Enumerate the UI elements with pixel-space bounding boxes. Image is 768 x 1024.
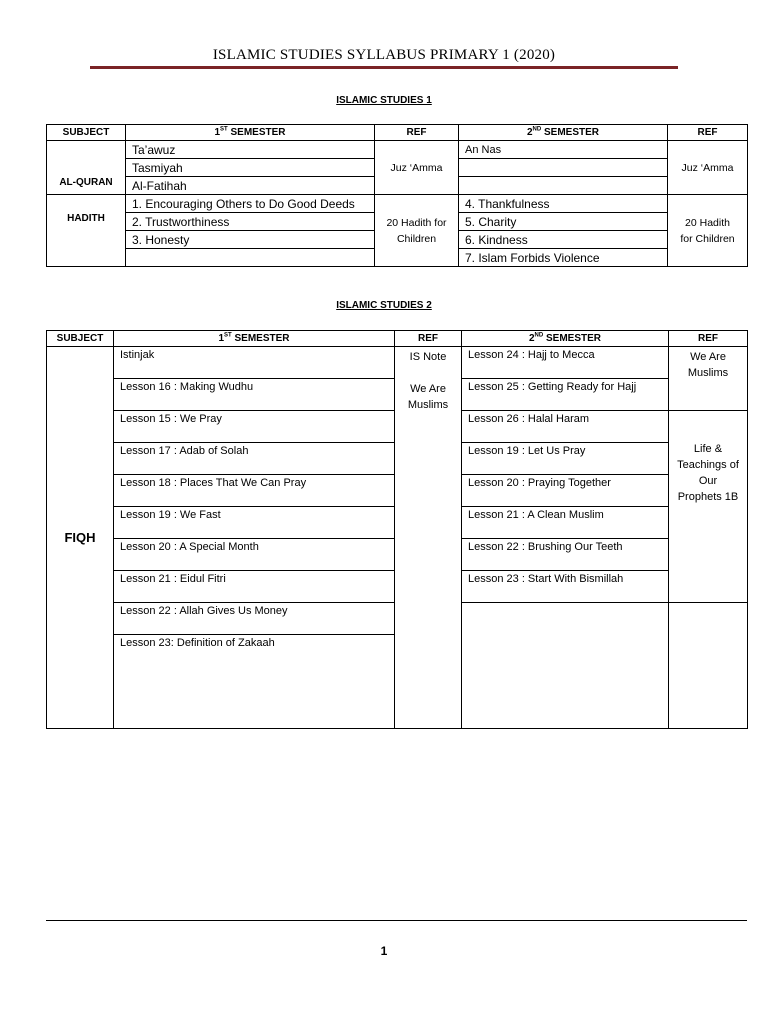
header-sem2: 2ND SEMESTER (459, 125, 668, 141)
table-row (47, 141, 748, 159)
table-cell: 6. Kindness (459, 231, 668, 249)
table-cell: Lesson 22 : Brushing Our Teeth (462, 539, 669, 571)
table-cell: Lesson 25 : Getting Ready for Hajj (462, 379, 669, 411)
ref-cell: Life & Teachings of Our Prophets 1B (669, 411, 748, 603)
subject-fiqh: FIQH (47, 347, 114, 729)
table-islamic-studies-2 (46, 330, 748, 729)
header-ref: REF (668, 125, 748, 141)
table-cell: Lesson 21 : A Clean Muslim (462, 507, 669, 539)
table-cell: Lesson 20 : A Special Month (114, 539, 395, 571)
page-number: 1 (380, 944, 388, 958)
table-cell: 2. Trustworthiness (126, 213, 375, 231)
table-cell: Lesson 18 : Places That We Can Pray (114, 475, 395, 507)
header-ref: REF (375, 125, 459, 141)
ref-cell: Juz ‘Amma (375, 141, 459, 195)
table-cell: Al-Fatihah (126, 177, 375, 195)
table-cell-empty (462, 603, 669, 729)
table-cell (459, 159, 668, 177)
table-cell: Tasmiyah (126, 159, 375, 177)
ref-cell: Juz ‘Amma (668, 141, 748, 195)
table-cell: 3. Honesty (126, 231, 375, 249)
table-cell: Lesson 20 : Praying Together (462, 475, 669, 507)
subject-al-quran: AL-QURAN (47, 141, 126, 195)
table-cell: Lesson 19 : Let Us Pray (462, 443, 669, 475)
header-sem1: 1ST SEMESTER (126, 125, 375, 141)
table-header-row (47, 125, 748, 141)
table-cell: 1. Encouraging Others to Do Good Deeds (126, 195, 375, 213)
title-underline (90, 66, 678, 69)
table-cell: Lesson 16 : Making Wudhu (114, 379, 395, 411)
table-header-row (47, 331, 748, 347)
table-cell: Lesson 21 : Eidul Fitri (114, 571, 395, 603)
table-cell: Lesson 19 : We Fast (114, 507, 395, 539)
ref-cell: IS Note We Are Muslims (395, 347, 462, 729)
table-cell: Lesson 23 : Start With Bismillah (462, 571, 669, 603)
ref-cell: 20 Hadith for Children (668, 195, 748, 267)
table-cell: Lesson 24 : Hajj to Mecca (462, 347, 669, 379)
table-cell: 7. Islam Forbids Violence (459, 249, 668, 267)
header-subject: SUBJECT (47, 125, 126, 141)
section-heading-islamic-studies-2: ISLAMIC STUDIES 2 (336, 300, 432, 311)
table-cell: Lesson 17 : Adab of Solah (114, 443, 395, 475)
subject-hadith: HADITH (47, 195, 126, 267)
table-cell: Lesson 15 : We Pray (114, 411, 395, 443)
footer-rule (46, 920, 747, 921)
header-subject: SUBJECT (47, 331, 114, 347)
document-title: ISLAMIC STUDIES SYLLABUS PRIMARY 1 (2020) (212, 47, 556, 63)
ref-cell-empty (669, 603, 748, 729)
table-cell: Lesson 26 : Halal Haram (462, 411, 669, 443)
table-cell (126, 249, 375, 267)
section-heading-islamic-studies-1: ISLAMIC STUDIES 1 (336, 95, 432, 106)
table-cell: Istinjak (114, 347, 395, 379)
header-ref: REF (395, 331, 462, 347)
ref-cell: We Are Muslims (669, 347, 748, 411)
ref-cell: 20 Hadith for Children (375, 195, 459, 267)
table-row (47, 195, 748, 213)
table-cell: Ta’awuz (126, 141, 375, 159)
header-sem1: 1ST SEMESTER (114, 331, 395, 347)
table-row (47, 347, 748, 379)
header-sem2: 2ND SEMESTER (462, 331, 669, 347)
header-ref: REF (669, 331, 748, 347)
table-cell: 4. Thankfulness (459, 195, 668, 213)
table-cell: 5. Charity (459, 213, 668, 231)
table-cell: Lesson 23: Definition of Zakaah (114, 635, 395, 729)
table-cell: Lesson 22 : Allah Gives Us Money (114, 603, 395, 635)
table-cell: An Nas (459, 141, 668, 159)
table-cell (459, 177, 668, 195)
table-islamic-studies-1 (46, 124, 748, 267)
